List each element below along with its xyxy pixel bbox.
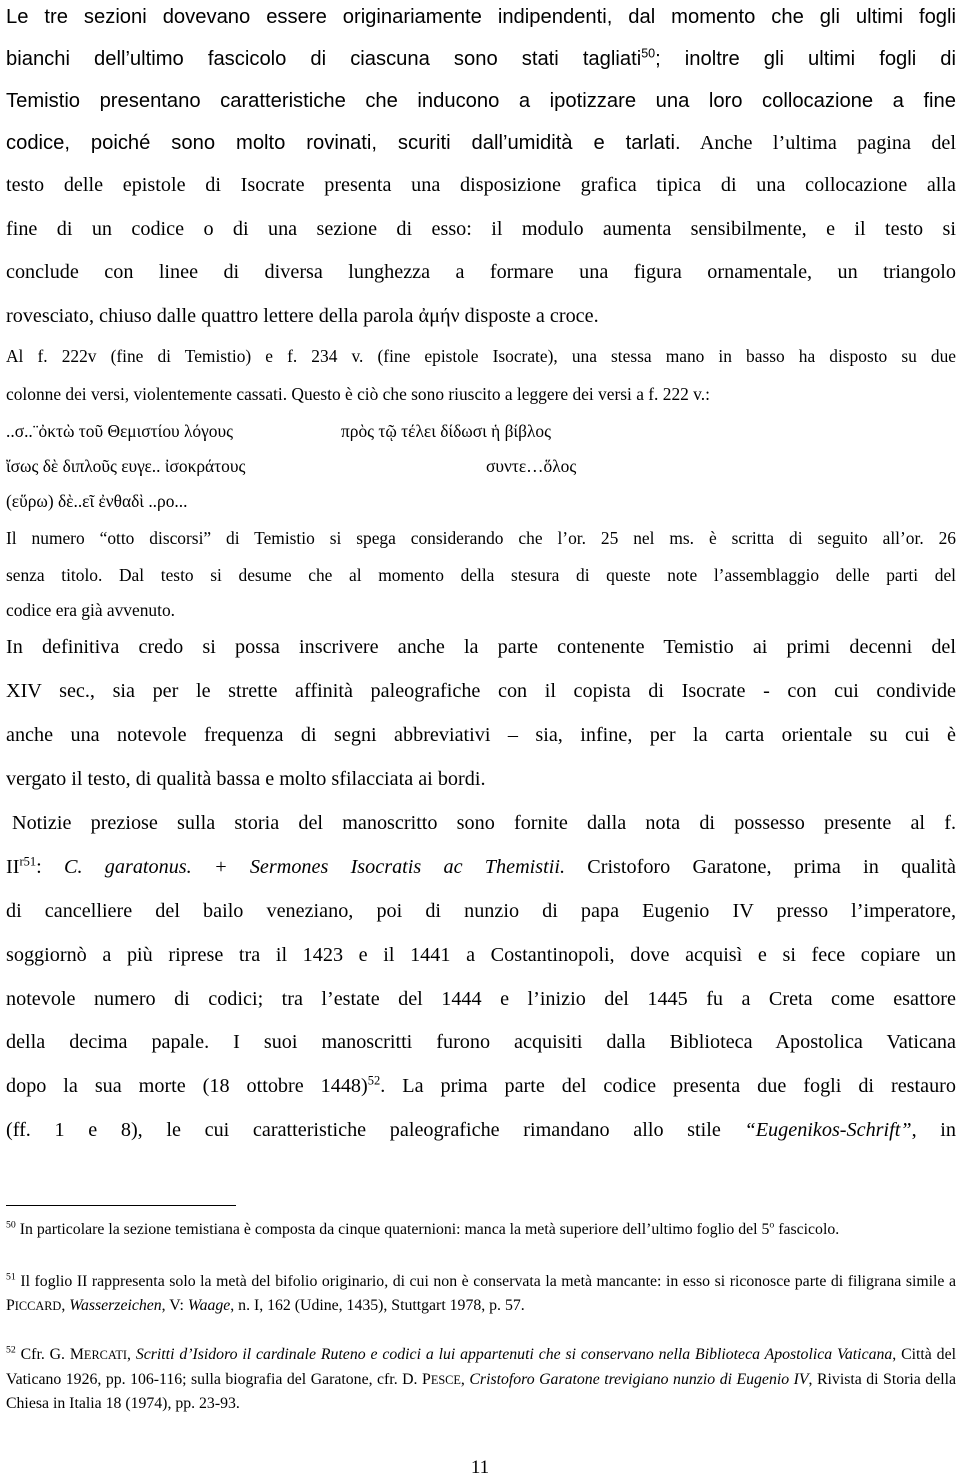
page-number: 11 [470, 1457, 490, 1478]
p1-line-5: testo delle epistole di Isocrate presenta una disposizione grafica tipica di una collocazione alla [6, 174, 956, 196]
greek-verse-2-left: ἴσως δὲ διπλοῦς ευγε.. ἰσοκράτους [6, 456, 246, 476]
p1-line-7: conclude con linee di diversa lunghezza a formare una figura ornamentale, un triangolo [6, 261, 956, 283]
p4-line-4: vergato il testo, di qualità bassa e molto sfilacciata ai bordi. [6, 768, 486, 790]
greek-verse-2-right: συντε…ὅλος [486, 456, 577, 476]
footnote-separator [6, 1205, 236, 1206]
greek-verse-3-left: (εὕρω) δὲ..εῖ ἐνθαδὶ ..ρο... [6, 491, 188, 511]
greek-verse-1-left: ..σ..¨ὀκτὼ τοῦ Θεμιστίου λόγους [6, 421, 234, 441]
p5-line-6: della decima papale. I suoi manoscritti furono acquisiti dalla Biblioteca Apostolica Vaticana [6, 1031, 956, 1053]
p5-line-8: (ff. 1 e 8), le cui caratteristiche paleografiche rimandano allo stile “Eugenikos-Schrift”, in [6, 1119, 956, 1141]
p1-line-4: codice, poiché sono molto rovinati, scuriti dall’umidità e tarlati. Anche l’ultima pagina del [6, 132, 956, 154]
p3-line-1: Il numero “otto discorsi” di Temistio si spega considerando che l’or. 25 nel ms. è scritta di seguito all’or. 26 [6, 528, 956, 548]
p5-line-2: $II^{r51}$: C. garatonus. + Sermones Isocratis ac Themistii. Cristoforo Garatone, prima in qualità [6, 854, 956, 878]
footnote-50: $^{50}$ In particolare la sezione temistiana è composta da cinque quaternioni: manca la metà superiore dell’ultimo foglio del 5$^o$ fascicolo. [6, 1219, 840, 1238]
footnote-number: 51 [6, 1271, 16, 1283]
p1-line-2: bianchi dell’ultimo fascicolo di ciascuna sono stati tagliati$^{50}$; inoltre gli ultimi fogli di [6, 46, 957, 70]
p5-line-1: Notizie preziose sulla storia del manoscritto sono fornite dalla nota di possesso presente al f. [12, 812, 956, 834]
footnote-number: 52 [6, 1344, 16, 1356]
p3-line-2: senza titolo. Dal testo si desume che al momento della stesura di queste note l’assemblaggio delle parti del [6, 565, 956, 585]
p1-line-3: Temistio presentano caratteristiche che inducono a ipotizzare una loro collocazione a fine [6, 90, 956, 112]
p1-line-1: Le tre sezioni dovevano essere originariamente indipendenti, dal momento che gli ultimi fogli [6, 6, 956, 28]
p5-line-4: soggiornò a più riprese tra il 1423 e il 1441 a Costantinopoli, dove acquisì e si fece copiare un [6, 944, 956, 966]
p1-line-8: rovesciato, chiuso dalle quattro lettere della parola ἀμήν disposte a croce. [6, 305, 599, 327]
p2-line-1: Al f. 222v (fine di Temistio) e f. 234 v. (fine epistole Isocrate), una stessa mano in basso ha disposto su due [6, 346, 956, 366]
footnote-ref-51[interactable]: r51 [19, 854, 37, 869]
p4-line-1: In definitiva credo si possa inscrivere anche la parte contenente Temistio ai primi decenni del [6, 636, 956, 658]
p2-line-2: colonne dei versi, violentemente cassati. Questo è ciò che sono riuscito a leggere dei versi a f. 222 v.: [6, 384, 710, 404]
greek-verse-1-right: πρὸς τῷ τέλει δίδωσι ἡ βίβλος [341, 421, 551, 441]
p5-line-3: di cancelliere del bailo veneziano, poi di nunzio di papa Eugenio IV presso l’imperatore, [6, 900, 956, 922]
p4-line-2: XIV sec., sia per le strette affinità paleografiche con il copista di Isocrate - con cui condivide [6, 680, 956, 702]
footnote-ref-52[interactable]: 52 [367, 1073, 381, 1088]
p4-line-3: anche una notevole frequenza di segni abbreviativi – sia, infine, per la carta orientale su cui è [6, 724, 956, 746]
p3-line-3: codice era già avvenuto. [6, 600, 175, 620]
footnote-51: $^{51}$ Il foglio II rappresenta solo la metà del bifolio originario, di cui non è conservata la metà mancante: in esso si riconosce parte di filigrana simile a PICCARD, Wasserzeichen, V: Waage, n. I, 162 (Udine, 1435), Stuttgart 1978, p. 57. [6, 1271, 956, 1314]
footnote-number: 50 [6, 1219, 16, 1231]
p1-line-6: fine di un codice o di una sezione di esso: il modulo aumenta sensibilmente, e il testo si [6, 218, 956, 240]
p5-line-7: dopo la sua morte (18 ottobre 1448)$^{52}$. La prima parte del codice presenta due fogli di restauro [6, 1073, 956, 1097]
footnote-ref-50[interactable]: 50 [641, 46, 656, 61]
footnote-52: $^{52}$ Cfr. G. MERCATI, Scritti d’Isidoro il cardinale Ruteno e codici a lui appartenuti che si conservano nella Biblioteca Apostolica Vaticana, Città del Vaticano 1926, pp. 106-116; sulla biografia del Garatone, cfr. D. PESCE, Cristoforo Garatone trevigiano nunzio di Eugenio IV, Rivista di Storia della Chiesa in Italia 18 (1974), pp. 23-93. [6, 1344, 956, 1412]
p5-line-5: notevole numero di codici; tra l’estate del 1444 e l’inizio del 1445 fu a Creta come esattore [6, 988, 956, 1010]
